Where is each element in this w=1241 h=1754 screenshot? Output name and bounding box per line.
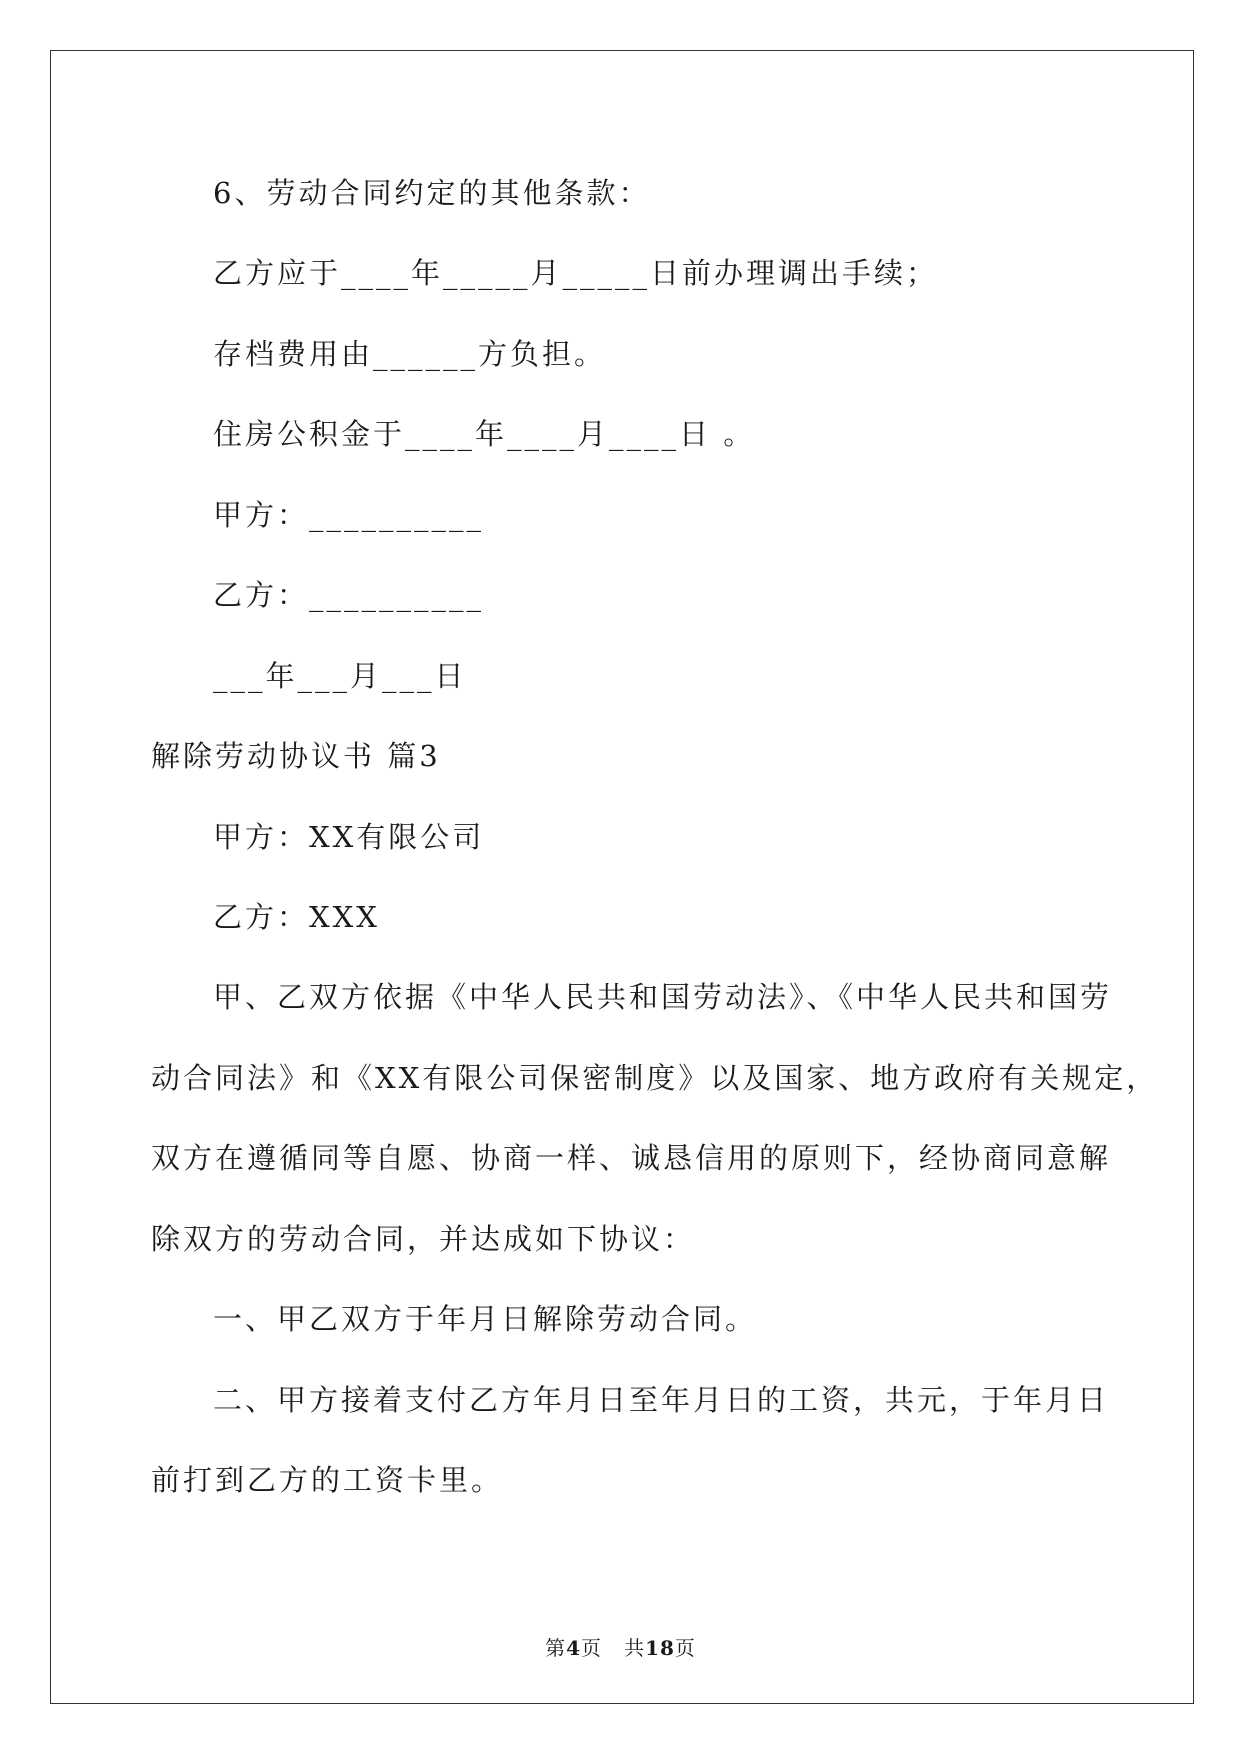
preamble-line-2: 动合同法》和《XX有限公司保密制度》以及国家、地方政府有关规定， xyxy=(151,1061,1159,1095)
preamble-line-3: 双方在遵循同等自愿、协商一样、诚恳信用的原则下，经协商同意解 xyxy=(151,1141,1112,1175)
current-page-number: 4 xyxy=(566,1636,581,1660)
preamble-line-4: 除双方的劳动合同，并达成如下协议： xyxy=(151,1222,696,1256)
footer-page-suffix: 页 xyxy=(581,1636,602,1660)
party-a-line: 甲方：XX有限公司 xyxy=(213,820,485,854)
party-b-signature-line: 乙方：__________ xyxy=(213,578,485,612)
party-b-line: 乙方：XXX xyxy=(213,900,380,934)
section-title: 解除劳动协议书 篇3 xyxy=(151,739,441,773)
footer-prefix: 第 xyxy=(545,1636,567,1660)
footer-total-suffix: 页 xyxy=(674,1636,696,1660)
housing-fund-line: 住房公积金于____年____月____日 。 xyxy=(213,417,756,451)
transfer-deadline-line: 乙方应于____年_____月_____日前办理调出手续； xyxy=(213,256,939,290)
page-number-footer xyxy=(0,1634,1241,1662)
clause-2-line-1: 二、甲方接着支付乙方年月日至年月日的工资，共元，于年月日 xyxy=(213,1383,1110,1417)
preamble-line-1: 甲、乙双方依据《中华人民共和国劳动法》、《中华人民共和国劳 xyxy=(213,980,1113,1014)
party-a-signature-line: 甲方：__________ xyxy=(213,498,485,532)
archive-fee-line: 存档费用由______方负担。 xyxy=(213,337,607,371)
clause-1: 一、甲乙双方于年月日解除劳动合同。 xyxy=(213,1302,758,1336)
clause-6-heading: 6、劳动合同约定的其他条款： xyxy=(213,176,651,210)
page-border xyxy=(50,50,1194,1704)
signature-date-line: ___年___月___日 xyxy=(213,659,467,693)
total-page-count: 18 xyxy=(645,1636,675,1660)
footer-total-prefix: 共 xyxy=(624,1636,646,1660)
clause-2-line-2: 前打到乙方的工资卡里。 xyxy=(151,1463,504,1497)
